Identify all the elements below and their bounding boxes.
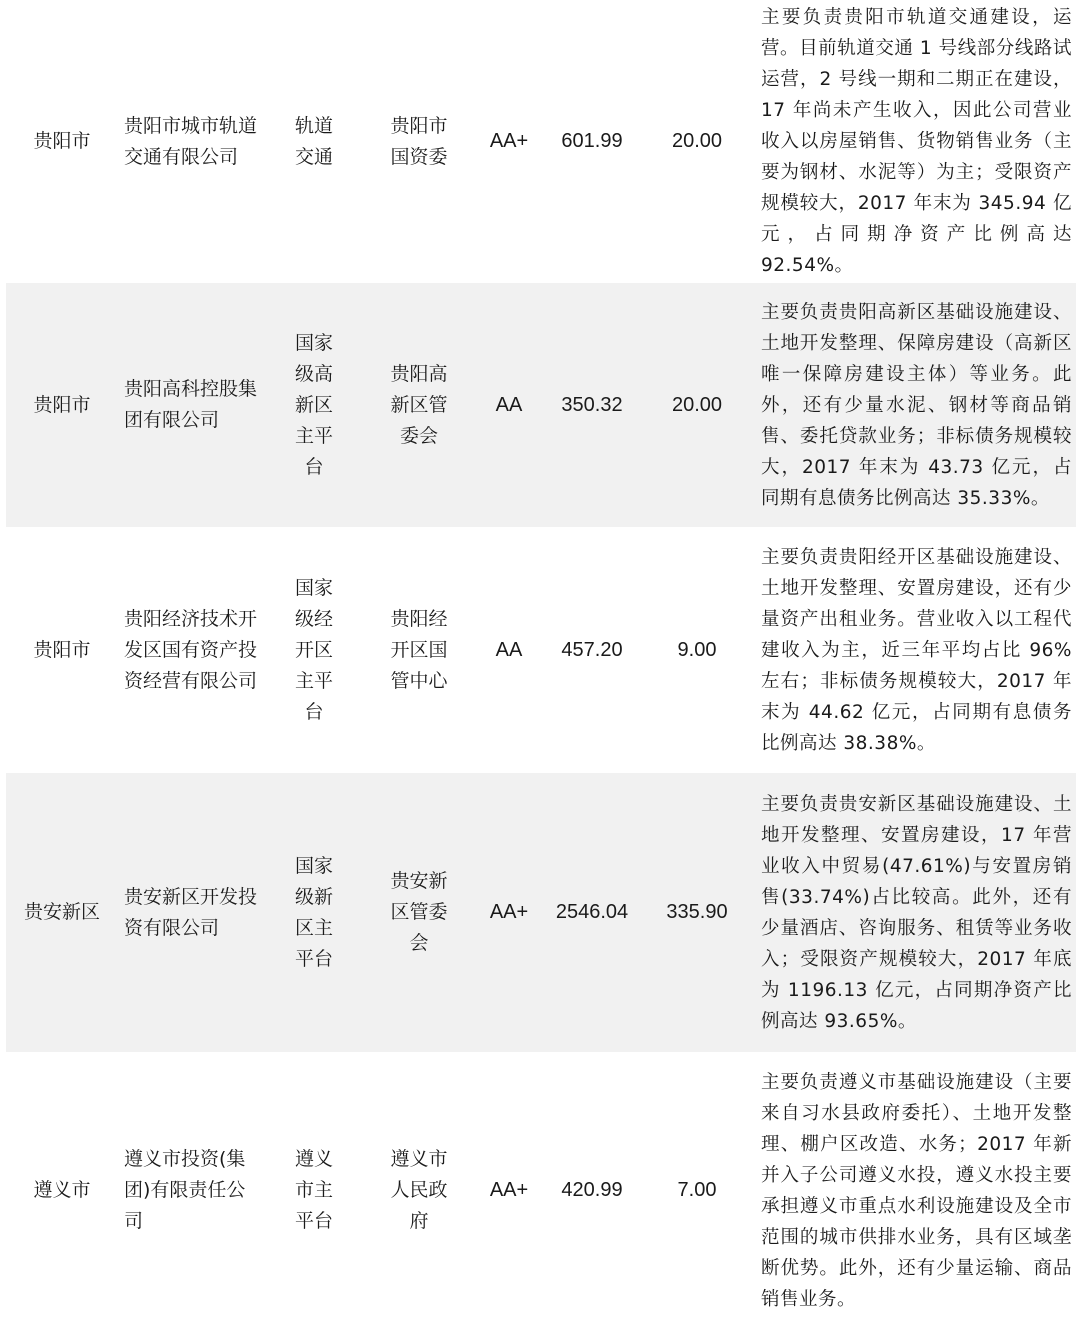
bond-amount-cell: 20.00 — [671, 130, 723, 152]
bond-amount-cell: 335.90 — [666, 901, 728, 923]
table-row — [6, 0, 1076, 283]
rating-cell: AA — [495, 393, 523, 416]
bond-amount-cell: 7.00 — [677, 1179, 717, 1201]
rating-cell: AA — [495, 638, 523, 661]
description-cell: 主要负责贵阳市轨道交通建设，运营。目前轨道交通 1 号线部分线路试运营，2 号线一期和二期正在建设，17 年尚未产生收入，因此公司营业收入以房屋销售、货物销售业务（主要为钢材、水泥等）为主；受限资产规模较大，2017 年末为 345.94 亿元，占同期净资产比例高达 92.54%。 — [761, 7, 1072, 276]
type-cell: 遵义市主平台 — [294, 1148, 333, 1232]
table-row — [6, 283, 1076, 527]
description-cell: 主要负责贵阳经开区基础设施建设、土地开发整理、安置房建设，还有少量资产出租业务。营业收入以工程代建收入为主，近三年平均占比 96%左右；非标债务规模较大，2017 年末为 44.62 亿元，占同期有息债务比例高达 38.38%。 — [761, 546, 1072, 754]
description-cell: 主要负责遵义市基础设施建设（主要来自习水县政府委托）、土地开发整理、棚户区改造、水务；2017 年新并入子公司遵义水投，遵义水投主要承担遵义市重点水利设施建设及全市范围的城市供排水业务，具有区域垄断优势。此外，还有少量运输、商品销售业务。 — [761, 1071, 1072, 1310]
total-assets-cell: 601.99 — [561, 130, 623, 152]
region-cell: 贵阳市 — [33, 393, 91, 416]
company-cell: 贵阳经济技术开发区国有资产投资经营有限公司 — [124, 607, 258, 692]
total-assets-cell: 350.32 — [561, 393, 623, 416]
platform-table — [6, 0, 1076, 1329]
company-cell: 贵安新区开发投资有限公司 — [124, 885, 258, 939]
controller-cell: 遵义市人民政府 — [390, 1148, 448, 1232]
bond-amount-cell: 20.00 — [671, 393, 723, 416]
rating-cell: AA+ — [489, 901, 529, 923]
region-cell: 贵阳市 — [33, 638, 91, 661]
region-cell: 贵安新区 — [23, 901, 100, 923]
region-cell: 遵义市 — [33, 1179, 91, 1201]
company-cell: 贵阳高科控股集团有限公司 — [124, 378, 258, 431]
type-cell: 国家级经开区主平台 — [294, 576, 333, 723]
controller-cell: 贵阳市国资委 — [390, 114, 448, 168]
controller-cell: 贵阳高新区管委会 — [390, 362, 448, 447]
total-assets-cell: 457.20 — [561, 638, 623, 661]
controller-cell: 贵安新区管委会 — [390, 870, 448, 954]
table-row — [6, 773, 1076, 1052]
controller-cell: 贵阳经开区国管中心 — [390, 607, 448, 692]
total-assets-cell: 2546.04 — [555, 901, 629, 923]
type-cell: 轨道交通 — [294, 114, 333, 168]
region-cell: 贵阳市 — [33, 130, 91, 152]
type-cell: 国家级高新区主平台 — [294, 331, 333, 478]
table-row — [6, 1052, 1076, 1329]
table-row — [6, 527, 1076, 773]
rating-cell: AA+ — [489, 1179, 529, 1201]
bond-amount-cell: 9.00 — [677, 638, 717, 661]
company-cell: 贵阳市城市轨道交通有限公司 — [124, 114, 258, 168]
company-cell: 遵义市投资(集团)有限责任公司 — [124, 1148, 246, 1232]
type-cell: 国家级新区主平台 — [294, 854, 333, 970]
description-cell: 主要负责贵阳高新区基础设施建设、土地开发整理、保障房建设（高新区唯一保障房建设主体）等业务。此外，还有少量水泥、钢材等商品销售、委托贷款业务；非标债务规模较大，2017 年末为 43.73 亿元，占同期有息债务比例高达 35.33%。 — [761, 301, 1072, 509]
rating-cell: AA+ — [489, 130, 529, 152]
description-cell: 主要负责贵安新区基础设施建设、土地开发整理、安置房建设，17 年营业收入中贸易(47.61%)与安置房销售(33.74%)占比较高。此外，还有少量酒店、咨询服务、租赁等业务收入；受限资产规模较大，2017 年底为 1196.13 亿元，占同期净资产比例高达 93.65%。 — [761, 793, 1072, 1032]
total-assets-cell: 420.99 — [561, 1179, 623, 1201]
